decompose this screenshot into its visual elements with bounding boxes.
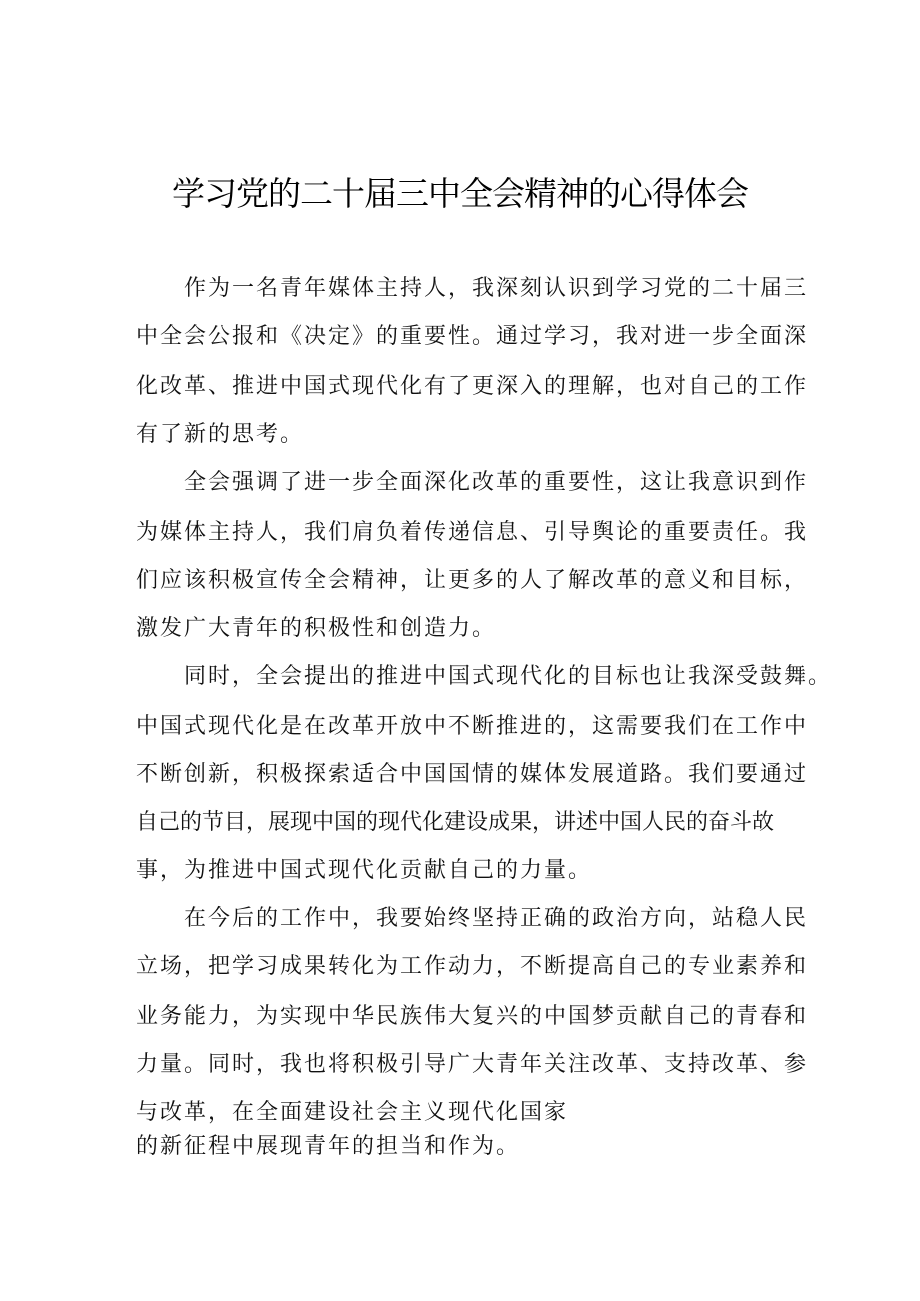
paragraph-3-line-4: 自己的节目，展现中国的现代化建设成果，讲述中国人民的奋斗故 [136,810,775,835]
paragraph-1-line-1: 作为一名青年媒体主持人，我深刻认识到学习党的二十届三 [184,276,809,301]
paragraph-3-line-5: 事，为推进中国式现代化贡献自己的力量。 [136,858,593,883]
paragraph-4-line-2: 立场，把学习成果转化为工作动力，不断提高自己的专业素养和 [136,954,809,979]
paragraph-1-line-2: 中全会公报和《决定》的重要性。通过学习，我对进一步全面深 [136,324,809,349]
paragraph-3-line-1: 同时，全会提出的推进中国式现代化的目标也让我深受鼓舞。 [184,664,833,689]
paragraph-4-line-1: 在今后的工作中，我要始终坚持正确的政治方向，站稳人民 [184,906,809,931]
paragraph-3-line-2: 中国式现代化是在改革开放中不断推进的，这需要我们在工作中 [136,714,809,739]
document-title: 学习党的二十届三中全会精神的心得体会 [172,174,748,213]
paragraph-4-line-5: 与改革，在全面建设社会主义现代化国家 [136,1100,569,1125]
paragraph-3-line-3: 不断创新，积极探索适合中国国情的媒体发展道路。我们要通过 [136,762,809,787]
paragraph-4-line-6: 的新征程中展现青年的担当和作为。 [136,1134,521,1159]
paragraph-4-line-4: 力量。同时，我也将积极引导广大青年关注改革、支持改革、参 [136,1052,809,1077]
paragraph-4-line-3: 业务能力，为实现中华民族伟大复兴的中国梦贡献自己的青春和 [136,1004,809,1029]
paragraph-2-line-3: 们应该积极宣传全会精神，让更多的人了解改革的意义和目标， [136,568,809,593]
paragraph-2-line-4: 激发广大青年的积极性和创造力。 [136,616,497,641]
paragraph-2-line-2: 为媒体主持人，我们肩负着传递信息、引导舆论的重要责任。我 [136,520,809,545]
paragraph-2-line-1: 全会强调了进一步全面深化改革的重要性，这让我意识到作 [184,470,809,495]
paragraph-1-line-3: 化改革、推进中国式现代化有了更深入的理解，也对自己的工作 [136,374,809,399]
paragraph-1-line-4: 有了新的思考。 [136,422,305,447]
